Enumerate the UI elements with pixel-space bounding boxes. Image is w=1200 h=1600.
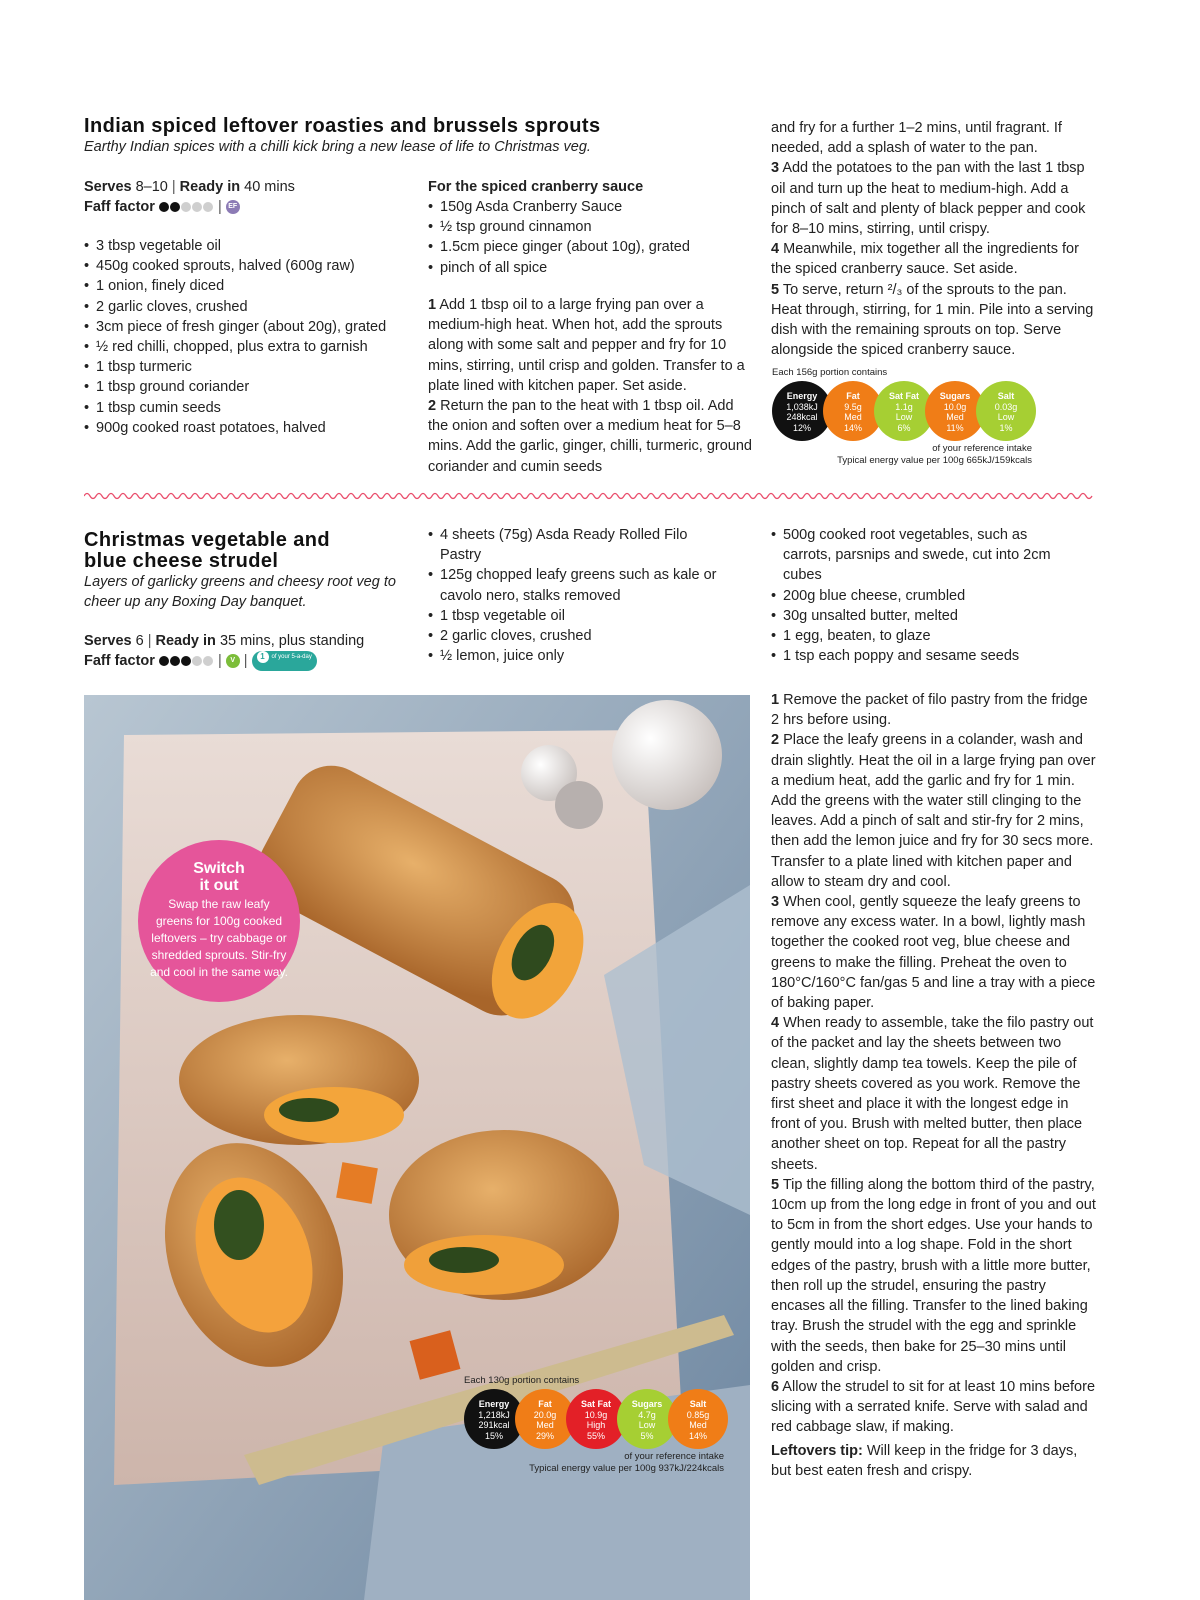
- serves-value: 6: [135, 633, 144, 649]
- separator: |: [217, 199, 222, 215]
- nutrient-circle: Salt 0.03g Low 1%: [976, 381, 1036, 441]
- ingredient-item: • 4 sheets (75g) Asda Ready Rolled Filo Pastry: [428, 525, 718, 565]
- bauble-large: [612, 700, 722, 810]
- typical-energy-note: Typical energy value per 100g 665kJ/159kcals: [837, 455, 1032, 466]
- recipe1-ingredients: [84, 236, 414, 438]
- bauble-silver: [555, 781, 603, 829]
- recipe2-method: [771, 690, 1099, 1438]
- sauce-ingredient-item: • pinch of all spice: [428, 258, 758, 278]
- ingredient-item: • ½ lemon, juice only: [428, 646, 718, 666]
- step-number: 5: [771, 1176, 780, 1193]
- ingredient-item: • 900g cooked roast potatoes, halved: [84, 418, 414, 438]
- faff-dots: [159, 197, 214, 217]
- switch-it-out-bubble: [138, 840, 300, 1002]
- method-step: [771, 730, 1099, 892]
- ready-label: Ready in: [155, 633, 216, 649]
- recipe1-meta: [84, 177, 414, 217]
- recipe1-sauce-heading: For the spiced cranberry sauce: [428, 179, 644, 195]
- method-step: [771, 892, 1099, 1013]
- recipe1-steps-col3: [771, 118, 1099, 360]
- faff-dot-filled: [159, 202, 169, 212]
- squash-cube: [336, 1162, 378, 1204]
- faff-label: Faff factor: [84, 199, 155, 215]
- nutrition-caption: Each 156g portion contains: [772, 367, 888, 378]
- ingredient-item: • 200g blue cheese, crumbled: [771, 586, 1071, 606]
- ingredient-item: • 1 tbsp vegetable oil: [428, 606, 718, 626]
- faff-dot-empty: [203, 202, 213, 212]
- separator: |: [217, 653, 222, 669]
- recipe1-title: Indian spiced leftover roasties and brussels sprouts: [84, 115, 601, 137]
- recipe1-serves-line: [84, 177, 414, 197]
- nutrient-circle: Sat Fat 10.9g High 55%: [566, 1389, 626, 1449]
- ingredient-item: • 1 tbsp cumin seeds: [84, 398, 414, 418]
- method-step: [771, 690, 1099, 730]
- recipe1-step-4: 4 Meanwhile, mix together all the ingredients for the spiced cranberry sauce. Set aside.: [771, 241, 1079, 278]
- recipe1-step-2: 2 Return the pan to the heat with 1 tbsp oil. Add the onion and soften over a medium heat for 5–8 mins. Add the garlic, ginger, chilli, turmeric, ground coriander and cumin seeds: [428, 398, 752, 475]
- energy-circle: Energy 1,218kJ 291kcal 15%: [464, 1389, 524, 1449]
- nutrition-caption: Each 130g portion contains: [464, 1375, 580, 1386]
- step-number: 4: [771, 1015, 780, 1032]
- nutrient-circle: Sugars 4.7g Low 5%: [617, 1389, 677, 1449]
- sauce-ingredient-item: • ½ tsp ground cinnamon: [428, 217, 758, 237]
- vegetarian-badge-icon: V: [226, 654, 240, 668]
- ready-value: 35 mins, plus standing: [219, 633, 365, 649]
- reference-intake-note: of your reference intake: [624, 1451, 724, 1462]
- reference-intake-note: of your reference intake: [932, 443, 1032, 454]
- nutrient-circle: Salt 0.85g Med 14%: [668, 1389, 728, 1449]
- sauce-ingredient-item: • 1.5cm piece ginger (about 10g), grated: [428, 237, 758, 257]
- recipe2-faff-line: [84, 651, 424, 671]
- step-number: 1: [771, 692, 780, 708]
- wavy-divider: [84, 490, 1094, 502]
- recipe1-nutrition: [772, 367, 1032, 467]
- method-step: [771, 1377, 1099, 1438]
- ready-value: 40 mins: [244, 179, 295, 195]
- faff-dot-filled: [181, 656, 191, 666]
- ingredient-item: • ½ red chilli, chopped, plus extra to garnish: [84, 337, 414, 357]
- typical-energy-note: Typical energy value per 100g 937kJ/224kcals: [529, 1463, 724, 1474]
- recipe1-subtitle: Earthy Indian spices with a chilli kick bring a new lease of life to Christmas veg.: [84, 139, 591, 155]
- recipe1-step-3: 3 Add the potatoes to the pan with the last 1 tbsp oil and turn up the heat to medium-high. Add a pinch of salt and plenty of black pepper and cook for 8–10 mins, stirring, until crispy.: [771, 160, 1086, 238]
- nutrient-circle: Fat 20.0g Med 29%: [515, 1389, 575, 1449]
- nutrient-circle: Sugars 10.0g Med 11%: [925, 381, 985, 441]
- ingredient-item: • 125g chopped leafy greens such as kale or cavolo nero, stalks removed: [428, 565, 718, 605]
- recipe2-title: Christmas vegetable and blue cheese strudel: [84, 529, 330, 572]
- sauce-ingredient-item: • 150g Asda Cranberry Sauce: [428, 197, 758, 217]
- ef-badge-icon: EF: [226, 200, 240, 214]
- ingredient-item: • 1 egg, beaten, to glaze: [771, 626, 1071, 646]
- ingredient-item: • 500g cooked root vegetables, such as carrots, parsnips and swede, cut into 2cm cubes: [771, 525, 1071, 586]
- step-text: When ready to assemble, take the filo pastry out of the packet and lay the sheets between two clean, slightly damp tea towels. Keep the pile of pastry sheets covered as you work. Remove the first sheet and place it with the longest edge in front of you. Brush with melted butter, then place another sheet on top. Repeat for all the pastry sheets.: [771, 1015, 1094, 1173]
- ingredient-item: • 2 garlic cloves, crushed: [84, 297, 414, 317]
- faff-label: Faff factor: [84, 653, 155, 669]
- nutrient-circle: Fat 9.5g Med 14%: [823, 381, 883, 441]
- step-text: Place the leafy greens in a colander, wash and drain slightly. Heat the oil in a large frying pan over a medium heat, add the garlic and fry for 1 min. Add the greens with the water still clinging to the leaves. Add a pinch of salt and stir-fry for 2 mins, then add the lemon juice and fry for 30 secs more. Transfer to a plate lined with kitchen paper and allow to steam dry and cool.: [771, 732, 1096, 890]
- nutrition-circles: [772, 381, 1032, 443]
- ingredient-item: • 1 tbsp turmeric: [84, 357, 414, 377]
- recipe2-ingredients-col2: [771, 525, 1071, 666]
- recipe1-sauce-ingredients: [428, 197, 758, 278]
- ingredient-item: • 30g unsalted butter, melted: [771, 606, 1071, 626]
- ingredient-item: • 3cm piece of fresh ginger (about 20g), grated: [84, 317, 414, 337]
- step-number: 6: [771, 1378, 780, 1395]
- step-number: 3: [771, 894, 780, 911]
- separator: |: [171, 179, 176, 195]
- strudel-slice-left: [179, 1015, 419, 1145]
- ingredient-item: • 3 tbsp vegetable oil: [84, 236, 414, 256]
- separator: |: [147, 633, 152, 649]
- step-text: Remove the packet of filo pastry from the fridge 2 hrs before using.: [771, 692, 1088, 729]
- serves-label: Serves: [84, 179, 132, 195]
- nutrient-circle: Sat Fat 1.1g Low 6%: [874, 381, 934, 441]
- energy-circle: Energy 1,038kJ 248kcal 12%: [772, 381, 832, 441]
- step-text: Allow the strudel to sit for at least 10 mins before slicing with a serrated knife. Serve with salad and red cabbage slaw, if making.: [771, 1378, 1096, 1436]
- faff-dot-empty: [192, 656, 202, 666]
- ingredient-item: • 1 tsp each poppy and sesame seeds: [771, 646, 1071, 666]
- recipe2-meta: [84, 631, 424, 671]
- recipe2-leftovers-tip: Leftovers tip: Will keep in the fridge for 3 days, but best eaten fresh and crispy.: [771, 1443, 1078, 1480]
- recipe1-faff-line: [84, 197, 414, 217]
- separator: |: [243, 653, 248, 669]
- faff-dot-filled: [159, 656, 169, 666]
- step-number: 2: [771, 732, 780, 749]
- serves-value: 8–10: [135, 179, 168, 195]
- switch-text: Swap the raw leafy greens for 100g cooked leftovers – try cabbage or shredded sprouts. Stir-fry and cool in the same way.: [150, 897, 288, 979]
- recipe2-nutrition: [464, 1375, 724, 1475]
- method-step: [771, 1013, 1099, 1175]
- switch-heading: Switch: [193, 860, 245, 877]
- recipe2-serves-line: [84, 631, 424, 651]
- recipe2-ingredients-col1: [428, 525, 718, 666]
- five-a-day-badge-icon: 1 of your 5-a-day: [252, 651, 317, 671]
- method-step: [771, 1175, 1099, 1377]
- faff-dot-filled: [170, 656, 180, 666]
- faff-dot-empty: [192, 202, 202, 212]
- switch-heading: it out: [199, 877, 239, 894]
- recipe1-steps-col2: [428, 295, 753, 477]
- ingredient-item: • 1 onion, finely diced: [84, 276, 414, 296]
- serves-label: Serves: [84, 633, 132, 649]
- step-text: When cool, gently squeeze the leafy greens to remove any excess water. In a bowl, lightly mash together the cooked root veg, blue cheese and greens to make the filling. Preheat the oven to 180°C/160°C fan/gas 5 and line a tray with a piece of baking paper.: [771, 894, 1096, 1012]
- ingredient-item: • 2 garlic cloves, crushed: [428, 626, 718, 646]
- ingredient-item: • 1 tbsp ground coriander: [84, 377, 414, 397]
- recipe1-step-5: 5 To serve, return ²/₃ of the sprouts to the pan. Heat through, stirring, for 1 min. Pile into a serving dish with the remaining sprouts on top. Serve alongside the spiced cranberry sauce.: [771, 281, 1094, 359]
- faff-dot-empty: [181, 202, 191, 212]
- recipe1-step-2-cont: and fry for a further 1–2 mins, until fragrant. If needed, add a splash of water to the pan.: [771, 120, 1062, 157]
- faff-dot-filled: [170, 202, 180, 212]
- recipe2-subtitle: Layers of garlicky greens and cheesy root veg to cheer up any Boxing Day banquet.: [84, 574, 396, 610]
- faff-dots: [159, 651, 214, 671]
- step-text: Tip the filling along the bottom third of the pastry, 10cm up from the long edge in front of you and out to 5cm in from the short edges. Use your hands to gently mould into a log shape. Fold in the short edges of the pastry, brush with a little more butter, then roll up the strudel, ensuring the pastry encases all the filling. Transfer to the lined baking tray. Brush the strudel with the egg and sprinkle with the seeds, then bake for 25–30 mins until golden and crisp.: [771, 1176, 1096, 1375]
- faff-dot-empty: [203, 656, 213, 666]
- ready-label: Ready in: [179, 179, 241, 195]
- ingredient-item: • 450g cooked sprouts, halved (600g raw): [84, 256, 414, 276]
- recipe1-step-1: 1 Add 1 tbsp oil to a large frying pan over a medium-high heat. When hot, add the sprouts along with some salt and pepper and fry for 10 mins, stirring, until crisp and golden. Transfer to a plate lined with kitchen paper. Set aside.: [428, 297, 745, 394]
- strudel-slice-right: [389, 1130, 619, 1300]
- nutrition-circles: [464, 1389, 724, 1451]
